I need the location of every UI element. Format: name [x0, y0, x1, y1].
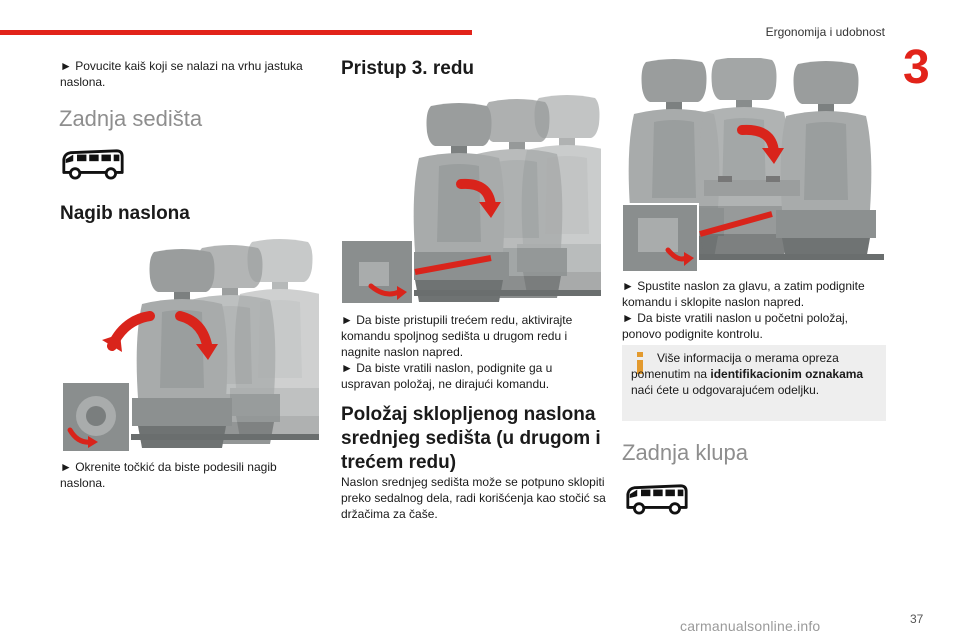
right-text: ► Spustite naslon za glavu, a zatim podignite komandu i sklopite naslon napred. ► Da biste vratili naslon u početni položaj, ponovo podignite kontrolu. — [622, 279, 865, 341]
folded-backrest-illustration — [622, 58, 884, 272]
page-number: 37 — [910, 612, 924, 626]
van-icon — [624, 483, 690, 515]
info-text — [631, 350, 879, 398]
left-caption: ► Okrenite točkić da biste podesili nagib naslona. — [60, 460, 277, 490]
subtitle-recline: Nagib naslona — [60, 203, 190, 224]
header-accent-bar — [0, 30, 472, 35]
intro-text: ► Povucite kaiš koji se nalazi na vrhu jastuka naslona. — [60, 59, 303, 89]
title-third-row-access: Pristup 3. redu — [341, 58, 475, 79]
chapter-title: Ergonomija i udobnost — [765, 25, 885, 39]
chapter-number: 3 — [903, 41, 930, 94]
middle-text-2: Naslon srednjeg sedišta može se potpuno sklopiti preko sedalnog dela, radi korišćenja kao stočić sa držačima za čaše. — [341, 475, 606, 521]
section-title-rear-bench: Zadnja klupa — [622, 440, 748, 465]
info-text-post: naći ćete u odgovarajućem odeljku. — [631, 383, 820, 397]
title-folded-backrest: Položaj sklopljenog naslona srednjeg sedišta (u drugom i trećem redu) — [341, 404, 601, 473]
watermark: carmanualsonline.info — [680, 618, 821, 634]
middle-text: ► Da biste pristupili trećem redu, aktivirajte komandu spoljnog sedišta u drugom redu i nagnite naslon napred. ► Da biste vratili naslon, podignite ga u uspravan položaj, ne dirajući komandu. — [341, 313, 573, 391]
seat-recline-illustration — [62, 238, 319, 452]
info-text-pre: Više informacija o merama opreza pomenutim na — [631, 351, 839, 381]
van-icon — [60, 148, 126, 180]
info-text-bold: identifikacionim oznakama — [710, 367, 864, 381]
third-row-access-illustration — [341, 94, 601, 304]
section-title-rear-seats: Zadnja sedišta — [59, 106, 203, 131]
